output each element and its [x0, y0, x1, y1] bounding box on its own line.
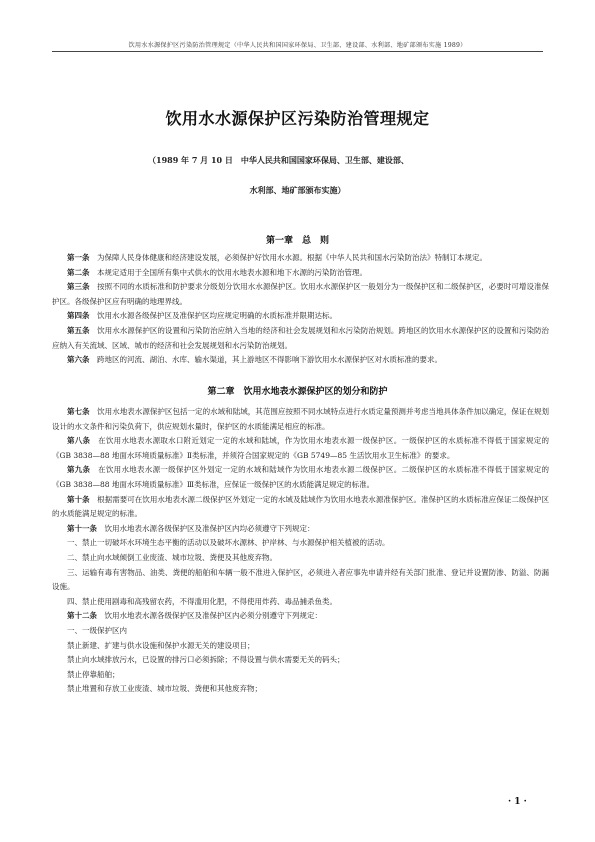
article-number: 第十条: [67, 494, 90, 504]
article-number: 第六条: [67, 355, 90, 365]
article-number: 第七条: [67, 407, 90, 416]
article-text: 饮用水地表水源各级保护区及准保护区内必须分别遵守下列规定：: [97, 611, 322, 621]
article-paragraph: [52, 463, 549, 492]
article-text: 为保障人民身体健康和经济建设发展，必须保护好饮用水水源。根据《中华人民共和国水污染防治法》特制订本规定。: [89, 253, 487, 262]
article-number: 第十一条: [67, 523, 97, 533]
article-text: 按照不同的水质标准和防护要求分级划分饮用水水源保护区。饮用水水源保护区一般划分为一级保护区和二级保护区，必要时可增设准保护区。各级保护区应有明确的地理界线。: [52, 282, 550, 306]
article-paragraph: [52, 324, 549, 353]
article-paragraph: [52, 653, 549, 668]
chapter-2-heading: 第二章 饮用水地表水源保护区的划分和防护: [207, 387, 388, 397]
article-text: 根据需要可在饮用水地表水源二级保护区外划定一定的水域及陆域作为饮用水地表水源准保护区。准保护区的水质标准应保证二级保护区的水质能满足规定的标准。: [52, 494, 550, 519]
article-number: 第九条: [67, 465, 91, 475]
article-paragraph: [52, 353, 549, 368]
issuer-line-1: （1989 年 7 月 10 日 中华人民共和国国家环保局、卫生部、建设部、: [148, 155, 409, 165]
article-paragraph: [52, 266, 549, 281]
article-text: 在饮用水地表水源取水口附近划定一定的水域和陆域，作为饮用水地表水源一级保护区。一级保护区的水质标准不得低于国家规定的《GB 3838—88 地面水环境质量标准》Ⅱ类标准，并须符合国家规定的《GB 5749—85 生活饮用水卫生标准》的要求。: [52, 436, 550, 460]
article-number: 第十二条: [67, 611, 97, 621]
header-rule: [52, 51, 543, 52]
article-number: 第八条: [67, 436, 91, 446]
article-text: 禁止向水域排放污水，已设置的排污口必须拆除；不得设置与供水需要无关的码头；: [67, 655, 345, 665]
article-text: 禁止堆置和存放工业废渣、城市垃圾、粪便和其他废弃物；: [67, 684, 262, 694]
article-paragraph: [52, 493, 549, 522]
article-paragraph: [52, 624, 549, 639]
article-text: 在饮用水地表水源一级保护区外划定一定的水域和陆域作为饮用水地表水源二级保护区。二级保护区的水质标准不得低于国家规定的《GB 3838—88 地面水环境质量标准》Ⅲ类标准，应保证一级保护区的水质能满足规定的标准。: [52, 465, 550, 489]
article-paragraph: [52, 595, 549, 610]
article-text: 三、运输有毒有害物品、油类、粪便的船舶和车辆一般不准进入保护区，必须进入者应事先申请并经有关部门批准、登记并设置防渗、防溢、防漏设施。: [52, 567, 549, 592]
article-text: 禁止新建、扩建与供水设施和保护水源无关的建设项目；: [67, 640, 255, 650]
article-number: 第二条: [67, 267, 90, 277]
article-text: 禁止停靠船舶；: [67, 669, 120, 679]
article-paragraph: [52, 566, 549, 595]
article-text: 二、禁止向水域倾倒工业废渣、城市垃圾、粪便及其他废弃物。: [67, 552, 277, 562]
article-paragraph: [52, 668, 549, 683]
article-text: 四、禁止使用剧毒和高残留农药，不得滥用化肥，不得使用炸药、毒品捕杀鱼类。: [67, 596, 337, 606]
article-text: 饮用水地表水源保护区包括一定的水域和陆域，其范围应按照不同水域特点进行水质定量预测并考虑当地具体条件加以确定，保证在规划设计的水文条件和污染负荷下，供应规划水量时，保护区的水质能满足相应的标准。: [52, 407, 550, 431]
page-number: · 1 ·: [508, 797, 527, 807]
article-paragraph: [52, 522, 549, 537]
article-number: 第三条: [67, 282, 90, 292]
article-number: 第一条: [67, 253, 90, 262]
article-paragraph: [52, 682, 549, 697]
article-paragraph: [52, 551, 549, 566]
article-paragraph: [52, 639, 549, 654]
article-number: 第五条: [67, 325, 90, 335]
article-text: 跨地区的河流、湖泊、水库、输水渠道，其上游地区不得影响下游饮用水水源保护区对水质标准的要求。: [89, 355, 442, 365]
article-paragraph: [52, 280, 549, 309]
article-paragraph: [52, 434, 549, 463]
article-text: 饮用水水源保护区的设置和污染防治应纳入当地的经济和社会发展规划和水污染防治规划。跨地区的饮用水水源保护区的设置和污染防治应纳入有关流域、区域、城市的经济和社会发展规划和水污染防治规划。: [52, 325, 550, 350]
article-text: 一、禁止一切破坏水环境生态平衡的活动以及破坏水源林、护岸林、与水源保护相关植被的活动。: [67, 538, 390, 548]
article-paragraph: [52, 536, 549, 551]
running-header: 饮用水水源保护区污染防治管理规定（中华人民共和国国家环保局、卫生部、建设部、水利部、地矿部颁布实施 1989）: [128, 42, 467, 49]
chapter-1-body: [52, 251, 549, 368]
article-text: 本规定适用于全国所有集中式供水的饮用水地表水源和地下水源的污染防治管理。: [89, 267, 367, 277]
article-paragraph: [52, 251, 549, 266]
article-paragraph: [52, 309, 549, 324]
article-number: 第四条: [67, 311, 90, 321]
article-text: 饮用水水源各级保护区及准保护区均应规定明确的水质标准并限期达标。: [89, 311, 337, 321]
article-text: 饮用水地表水源各级保护区及准保护区内均必须遵守下列规定：: [97, 523, 315, 533]
document-title: 饮用水水源保护区污染防治管理规定: [165, 109, 430, 128]
article-paragraph: [52, 609, 549, 624]
chapter-1-heading: 第一章 总 则: [265, 236, 329, 246]
article-text: 一、一级保护区内: [67, 625, 127, 635]
chapter-2-body: [52, 405, 549, 697]
article-paragraph: [52, 405, 549, 434]
issuer-line-2: 水利部、地矿部颁布实施）: [249, 185, 346, 195]
